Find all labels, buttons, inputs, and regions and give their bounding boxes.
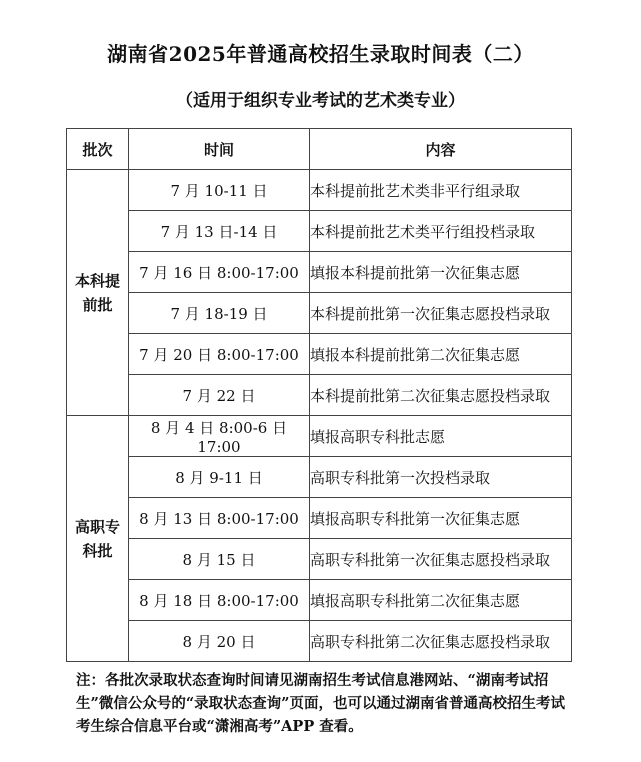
table-row [67, 416, 572, 457]
batch-cell-vocational [67, 416, 129, 662]
time-cell: 7 月 10-11 日 [129, 170, 310, 211]
time-cell: 8 月 18 日 8:00-17:00 [129, 580, 310, 621]
time-cell: 8 月 9-11 日 [129, 457, 310, 498]
content-cell: 本科提前批艺术类平行组投档录取 [310, 211, 572, 252]
content-cell: 填报本科提前批第二次征集志愿 [310, 334, 572, 375]
table-row [67, 293, 572, 334]
header-batch: 批次 [67, 129, 129, 170]
content-cell: 本科提前批第一次征集志愿投档录取 [310, 293, 572, 334]
content-cell: 填报本科提前批第一次征集志愿 [310, 252, 572, 293]
content-cell: 本科提前批艺术类非平行组录取 [310, 170, 572, 211]
time-cell: 8 月 4 日 8:00-6 日 17:00 [129, 416, 310, 457]
table-row [67, 457, 572, 498]
time-cell: 7 月 20 日 8:00-17:00 [129, 334, 310, 375]
content-cell: 填报高职专科批志愿 [310, 416, 572, 457]
content-cell: 高职专科批第一次征集志愿投档录取 [310, 539, 572, 580]
table-row [67, 252, 572, 293]
content-cell: 本科提前批第二次征集志愿投档录取 [310, 375, 572, 416]
table-row [67, 375, 572, 416]
table-row [67, 580, 572, 621]
table-row [67, 621, 572, 662]
time-cell: 8 月 15 日 [129, 539, 310, 580]
page-subtitle: （适用于组织专业考试的艺术类专业） [176, 91, 465, 111]
time-cell: 7 月 18-19 日 [129, 293, 310, 334]
batch-label-line1: 本科提 [74, 271, 120, 290]
table-row [67, 170, 572, 211]
batch-label-line2: 前批 [82, 295, 113, 314]
page-title: 湖南省2025年普通高校招生录取时间表（二） [107, 42, 534, 66]
table-row [67, 211, 572, 252]
time-cell: 8 月 20 日 [129, 621, 310, 662]
table-header-row [67, 129, 572, 170]
table-row [67, 539, 572, 580]
time-cell: 8 月 13 日 8:00-17:00 [129, 498, 310, 539]
batch-label-line1: 高职专 [74, 517, 120, 536]
footnote: 注：各批次录取状态查询时间请见湖南招生考试信息港网站、“湖南考试招生”微信公众号的“录取状态查询”页面，也可以通过湖南省普通高校招生考试考生综合信息平台或“潇湘高考”APP 查看。 [76, 672, 566, 735]
header-content: 内容 [310, 129, 572, 170]
table-row [67, 498, 572, 539]
content-cell: 高职专科批第一次投档录取 [310, 457, 572, 498]
schedule-table [66, 128, 572, 662]
content-cell: 填报高职专科批第二次征集志愿 [310, 580, 572, 621]
time-cell: 7 月 16 日 8:00-17:00 [129, 252, 310, 293]
table-row [67, 334, 572, 375]
time-cell: 7 月 22 日 [129, 375, 310, 416]
batch-cell-undergrad-early [67, 170, 129, 416]
content-cell: 填报高职专科批第一次征集志愿 [310, 498, 572, 539]
batch-label-line2: 科批 [82, 541, 113, 560]
content-cell: 高职专科批第二次征集志愿投档录取 [310, 621, 572, 662]
header-time: 时间 [129, 129, 310, 170]
time-cell: 7 月 13 日-14 日 [129, 211, 310, 252]
